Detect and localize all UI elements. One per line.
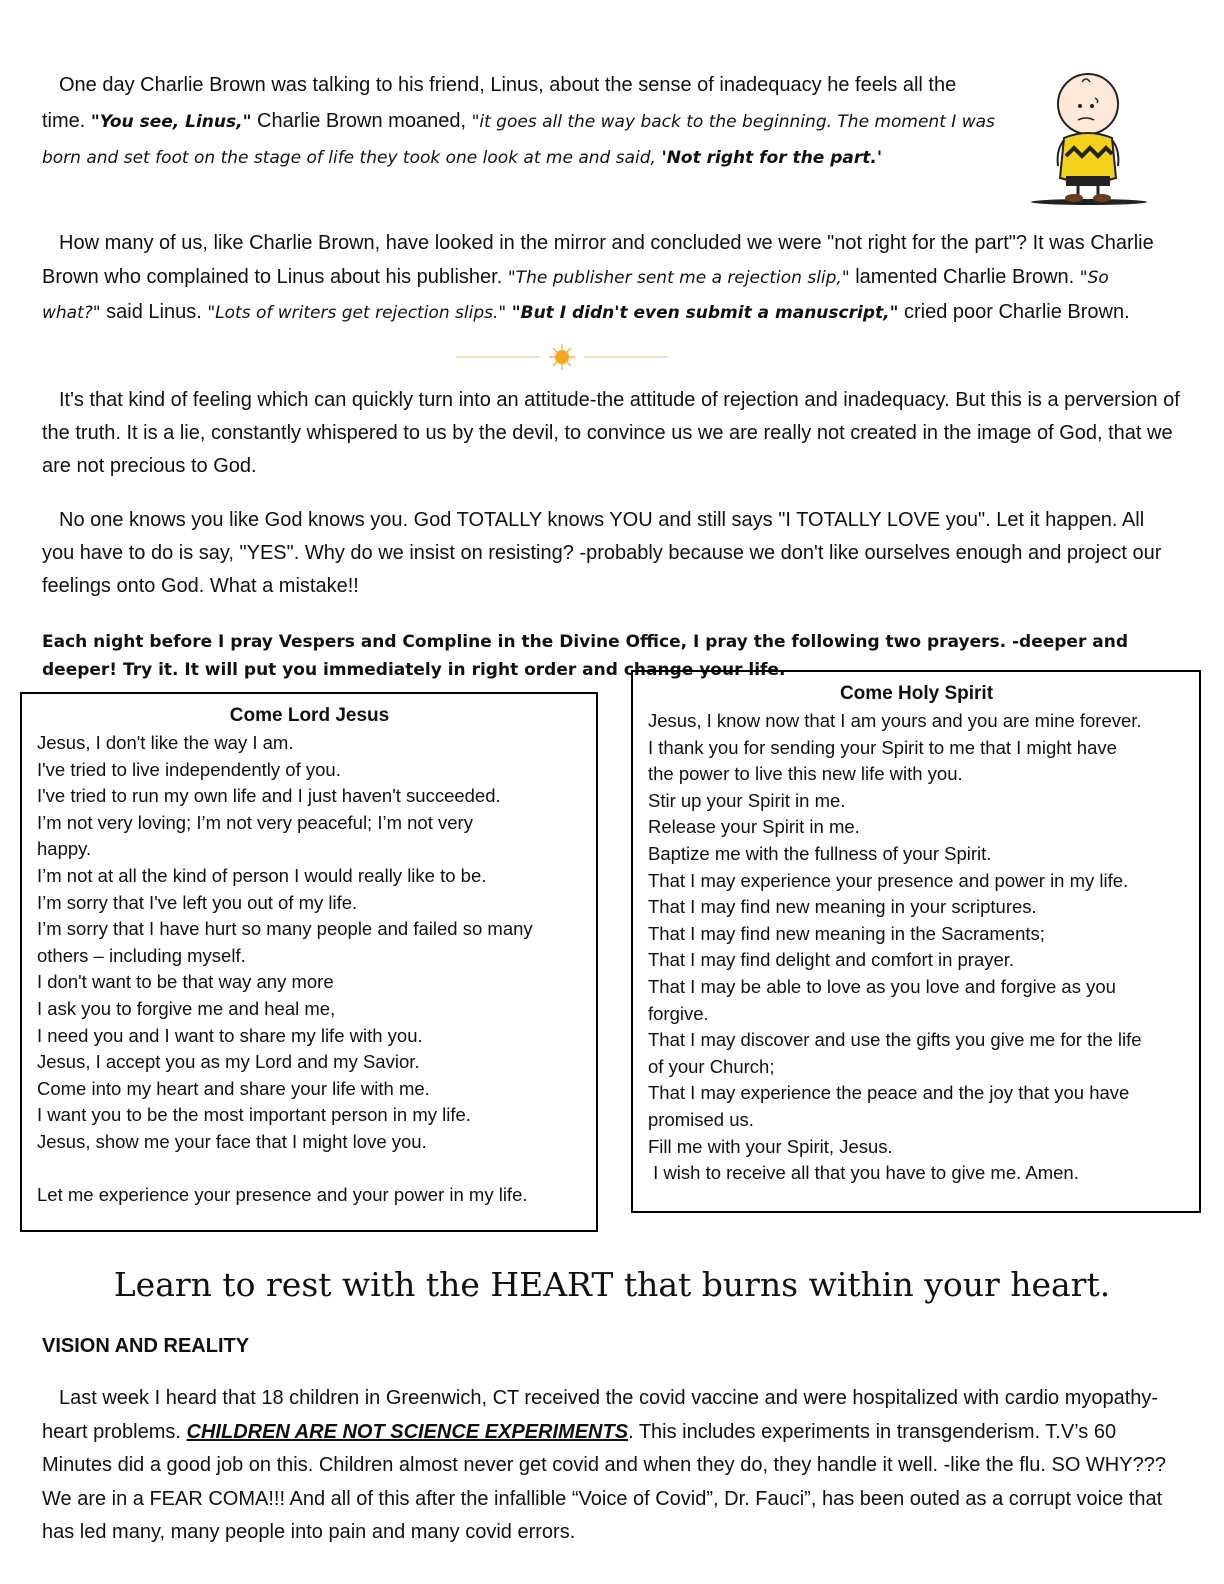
come-holy-spirit-title: Come Holy Spirit — [839, 683, 994, 704]
prayer-line: others – including myself. — [37, 944, 246, 966]
prayer-line: I wish to receive all that you have to give me. Amen. — [648, 1162, 1079, 1184]
prayer-line: Stir up your Spirit in me. — [648, 789, 846, 811]
prayer-line: That I may experience your presence and power in my life. — [648, 869, 1129, 891]
vision-reality-paragraph — [42, 1382, 1182, 1550]
para4-text: No one knows you like God knows you. God TOTALLY knows YOU and still says "I TOTALLY LOVE you". Let it happen. All you have to do is say, "YES". Why do we insist on resisting? -probably because we don't like ourselves enough and project our feelings onto God. What a mistake!! — [42, 509, 1162, 597]
prayer-line: Fill me with your Spirit, Jesus. — [648, 1135, 893, 1157]
para2-lead: How many of us, like Charlie Brown, have looked in the mirror and concluded we were "not right for the part"? It was Charlie Brown who complained to Linus about his publisher. — [42, 232, 1154, 288]
prayer-line: I ask you to forgive me and heal me, — [37, 997, 336, 1019]
prayer-line: Baptize me with the fullness of your Spirit. — [648, 842, 992, 864]
come-lord-jesus-title: Come Lord Jesus — [229, 705, 390, 726]
children-not-experiments-emphasis: CHILDREN ARE NOT SCIENCE EXPERIMENTS — [186, 1420, 629, 1443]
prayer-line: That I may find new meaning in your scriptures. — [648, 896, 1037, 918]
para2-quote-1: "The publisher sent me a rejection slip," — [507, 268, 850, 288]
prayer-line: Jesus, I accept you as my Lord and my Savior. — [37, 1051, 420, 1073]
para3-text: It's that kind of feeling which can quickly turn into an attitude-the attitude of rejection and inadequacy. But this is a perversion of the truth. It is a lie, constantly whispered to us by the devil, to convince us we are really not created in the image of God, that we are not precious to God. — [42, 389, 1180, 477]
prayer-line: Come into my heart and share your life with me. — [37, 1077, 430, 1099]
prayer-line: I've tried to live independently of you. — [37, 758, 341, 780]
come-holy-spirit-lines — [648, 708, 1185, 1187]
prayer-line: I want you to be the most important person in my life. — [37, 1104, 471, 1126]
prayer-line: I’m sorry that I've left you out of my life. — [37, 891, 358, 913]
prayer-line: of your Church; — [648, 1055, 775, 1077]
prayer-line: Jesus, show me your face that I might love you. — [37, 1130, 427, 1152]
para2-quote-2: "So what?" — [42, 268, 1109, 323]
god-knows-paragraph — [42, 504, 1162, 603]
prayer-line: I’m not at all the kind of person I would really like to be. — [37, 864, 487, 886]
para2-quote-3: "Lots of writers get rejection slips." — [207, 303, 507, 323]
prayer-line: I’m not very loving; I’m not very peaceful; I’m not very — [37, 811, 473, 833]
para1-lead: One day Charlie Brown was talking to his friend, Linus, about the sense of inadequacy he feels all the time. — [42, 74, 957, 132]
prayer-line: I need you and I want to share my life with you. — [37, 1024, 423, 1046]
para1-quote-2: "it goes all the way back to the beginning. The moment I was born and set foot on the stage of life they took one look at me and said, — [42, 111, 995, 168]
sun-divider-icon — [456, 343, 668, 371]
come-lord-jesus-prayer-box — [20, 692, 598, 1232]
prayer-line: That I may experience the peace and the joy that you have — [648, 1082, 1130, 1104]
intro-paragraph — [42, 68, 1002, 177]
prayer-line: promised us. — [648, 1108, 754, 1130]
prayer-line: forgive. — [648, 1002, 709, 1024]
para2-quote-4: "But I didn't even submit a manuscript," — [511, 303, 899, 323]
para5-rest: . This includes experiments in transgenderism. T.V’s 60 Minutes did a good job on this. Children almost never get covid and when they do, they handle it well. -like the flu. SO WHY??? We are in a FEAR COMA!!! And all of this after the infallible “Voice of Covid”, Dr. Fauci”, has been outed as a corrupt voice that has led many, many people into pain and many covid errors. — [42, 1420, 1166, 1543]
prayer-line: the power to live this new life with you. — [648, 763, 963, 785]
para1-quote-1: "You see, Linus," — [90, 111, 252, 132]
publisher-paragraph — [42, 226, 1172, 330]
para1-quote-3: 'Not right for the part.' — [661, 148, 883, 168]
perversion-paragraph — [42, 384, 1182, 483]
prayer-line: happy. — [37, 838, 92, 860]
prayer-line: I don't want to be that way any more — [37, 971, 334, 993]
prayer-line: Jesus, I know now that I am yours and you are mine forever. — [648, 710, 1142, 731]
prayer-line: That I may find delight and comfort in prayer. — [648, 949, 1015, 971]
prayer-line: That I may discover and use the gifts you give me for the life — [648, 1029, 1142, 1051]
para2-text-2: said Linus. — [106, 301, 202, 323]
prayer-note: Each night before I pray Vespers and Compline in the Divine Office, I pray the following two prayers. -deeper and deeper! Try it. It will put you immediately in right order and change your life. — [42, 632, 1128, 680]
prayer-line: Jesus, I don't like the way I am. — [37, 732, 294, 753]
vision-and-reality-title: VISION AND REALITY — [42, 1335, 250, 1357]
prayer-line: I thank you for sending your Spirit to me that I might have — [648, 736, 1117, 758]
prayer-line: That I may find new meaning in the Sacraments; — [648, 922, 1045, 944]
para1-mid: Charlie Brown moaned, — [257, 109, 466, 132]
come-holy-spirit-prayer-box — [631, 670, 1201, 1213]
prayer-line: I've tried to run my own life and I just haven't succeeded. — [37, 785, 501, 807]
para5-lead: Last week I heard that 18 children in Greenwich, CT received the covid vaccine and were hospitalized with cardio myopathy- heart problems. — [42, 1387, 1159, 1443]
para2-text-1: lamented Charlie Brown. — [855, 266, 1075, 288]
prayer-line: That I may be able to love as you love and forgive as you — [648, 975, 1116, 997]
para2-text-3: cried poor Charlie Brown. — [904, 301, 1130, 323]
heart-headline: Learn to rest with the HEART that burns within your heart. — [113, 1265, 1111, 1304]
charlie-brown-illustration — [1026, 68, 1152, 208]
prayer-line: Release your Spirit in me. — [648, 816, 860, 838]
prayer-line: I’m sorry that I have hurt so many people and failed so many — [37, 918, 533, 940]
come-lord-jesus-lines — [37, 730, 582, 1209]
prayer-closing: Let me experience your presence and your power in my life. — [37, 1184, 528, 1206]
